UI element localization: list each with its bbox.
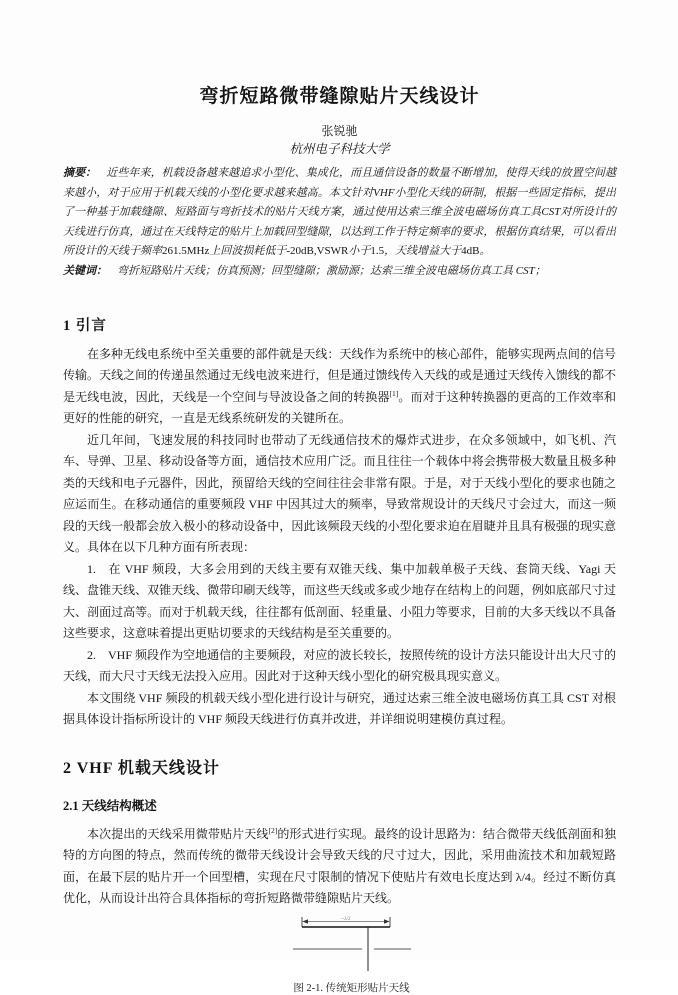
section-1-heading: 1 引言 [63,317,107,334]
antenna-diagram [293,916,411,977]
intro-paragraph-2: 近几年间，飞速发展的科技同时也带动了无线通信技术的爆炸式进步，在众多领域中，如飞机、汽车、导弹、卫星、移动设备等方面，通信技术应用广泛。而且往往一个载体中将会携带极大数量且极多种类的天线和电子元器件，因此，预留给天线的空间往往会非常有限。于是，对于天线小型化的要求也随之应运而生。在移动通信的重要频段 VHF 中因其过大的频率，导致常规设计的天线尺寸会过大，而这一频段的天线一般都会放入极小的移动设备中，因此该频段天线的小型化要求迫在眉睫并且具有极强的现实意义。具体在以下几种方面有所表现： [63,432,616,555]
antenna-structure-text-b: 的形式进行实现。最终的设计思路为：结合微带天线低剖面和独特的方向图的特点，然而传统的微带天线设计会导致天线的尺寸过大，因此，采用曲流技术和加载短路面，在最下层的贴片开一个回型槽，实现在尺寸限制的情况下使贴片有效电长度达到 λ/4。经过不断仿真优化，从而设计出符合具体指标的弯折短路微带缝隙贴片天线。 [63,826,616,906]
keywords-text: 弯折短路贴片天线；仿真预测；回型缝隙；激励源；达索三维全波电磁场仿真工具 CST； [117,264,546,277]
abstract-vswr-value: 1.5 [370,245,385,258]
intro-list-item-1: 1. 在 VHF 频段，大多会用到的天线主要有双锥天线、集中加载单极子天线、套筒天线、Yagi 天线、盘锥天线、双锥天线、微带印刷天线等，而这些天线或多或少地存在结构上的问题，例如底部尺寸过大、剖面过高等。而对于机载天线，往往都有低剖面、轻重量、小阻力等要求，目前的大多天线以不具备这些要求，这意味着提出更贴切要求的天线结构是至关重要的。 [63,561,616,641]
abstract-paragraph [63,164,616,261]
antenna-structure-paragraph [63,824,616,910]
section-2-1-heading: 2.1 天线结构概述 [63,798,157,813]
citation-ref-2: [2] [268,825,278,835]
antenna-structure-text-a: 本次提出的天线采用微带贴片天线 [87,826,269,841]
dimension-label: ~λ/2 [340,916,351,922]
keywords-line [63,262,616,281]
section-2-heading: 2 VHF 机载天线设计 [63,759,220,777]
patch-antenna-schematic [293,916,411,972]
abstract-returnloss-value: -20dB,VSWR [286,245,349,258]
abstract-text-1: 近些年来，机载设备越来越追求小型化、集成化，而且通信设备的数量不断增加，使得天线的放置空间越来越小，对于应用于机载天线的小型化要求越来越高。本文针对VHF小型化天线的研制，根据一些固定指标，提出了一种基于加载缝隙、短路面与弯折技术的贴片天线方案，通过使用达索三维全波电磁场仿真工具CST对所设计的天线进行仿真，通过在天线特定的贴片上加载回型缝隙，以达到工作于特定频率的要求，根据仿真结果，可以看出所设计的天线于频率 [63,167,616,258]
abstract-text-3: 小于 [348,245,371,258]
author-affiliation: 杭州电子科技大学 [289,142,390,157]
intro-paragraph-1-text-b: 。而对于这种转换器的更高的工作效率和更好的性能的研究，一直是无线系统研发的关键所在。 [63,389,616,426]
dimension-arrowhead-right-icon [384,919,390,924]
intro-list-item-2: 2. VHF 频段作为空地通信的主要频段，对应的波长较长，按照传统的设计方法只能设计出大尺寸的天线，而大尺寸天线无法投入应用。因此对于这种天线小型化的研究极具现实意义。 [63,647,616,684]
abstract-text-4: ，天线增益大于 [384,245,462,258]
author-name: 张锐驰 [321,123,358,138]
keywords-label: 关键词： [63,264,107,277]
figure-2-1 [63,916,616,995]
abstract-text-5: 。 [479,245,491,258]
abstract-frequency-value: 261.5MHz [162,245,210,258]
abstract-text-2: 上回波损耗低于 [209,245,287,258]
intro-paragraph-1 [63,344,616,430]
intro-paragraph-3: 本文围绕 VHF 频段的机载天线小型化进行设计与研究，通过达索三维全波电磁场仿真工具 CST 对根据具体设计指标所设计的 VHF 频段天线进行仿真并改进，并详细说明建模仿真过程。 [63,690,616,727]
abstract-gain-value: 4dB [461,245,480,258]
abstract-label: 摘要： [63,167,97,180]
intro-paragraph-1-text-a: 在多种无线电系统中至关重要的部件就是天线：天线作为系统中的核心部件，能够实现两点间的信号传输。天线之间的传递虽然通过无线电波来进行，但是通过馈线传入天线的或是通过天线传入馈线的都不是无线电波，因此，天线是一个空间与导波设备之间的转换器 [63,346,616,404]
dimension-arrowhead-left-icon [302,919,308,924]
citation-ref-1: [1] [389,388,399,398]
figure-caption: 图 2-1. 传统矩形贴片天线 [293,982,410,994]
paper-title: 弯折短路微带缝隙贴片天线设计 [199,86,480,107]
